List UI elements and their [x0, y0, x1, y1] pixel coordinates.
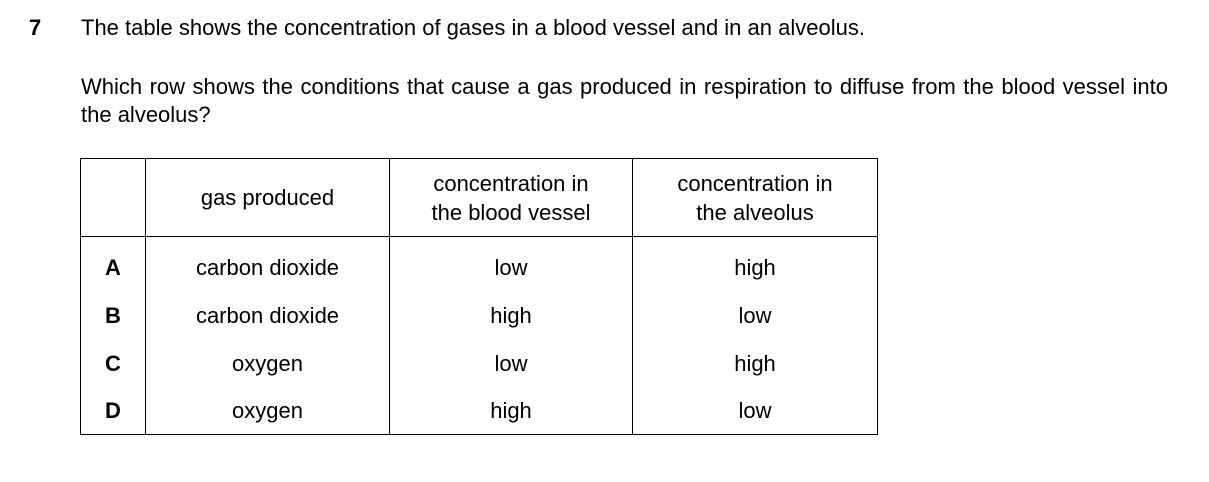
header-blood-vessel-line1: concentration in — [433, 170, 589, 196]
table-row — [81, 340, 878, 388]
blood-vessel-cell: low — [390, 237, 633, 293]
blood-vessel-cell: low — [390, 340, 633, 388]
option-letter: C — [81, 340, 146, 388]
gas-concentration-table — [80, 158, 878, 435]
table-row — [81, 292, 878, 340]
table-header-row — [81, 159, 878, 237]
gas-cell: oxygen — [146, 388, 390, 435]
header-gas-produced: gas produced — [146, 159, 390, 237]
question-prompt: Which row shows the conditions that cause a gas produced in respiration to diffuse from the blood vessel into the alveolus? — [81, 74, 1168, 127]
header-blood-vessel-line2: the blood vessel — [431, 199, 591, 225]
alveolus-cell: high — [633, 340, 878, 388]
table-row — [81, 237, 878, 293]
gas-cell: carbon dioxide — [146, 237, 390, 293]
gas-cell: carbon dioxide — [146, 292, 390, 340]
header-option — [81, 159, 146, 237]
option-letter: B — [81, 292, 146, 340]
gas-cell: oxygen — [146, 340, 390, 388]
question-number: 7 — [29, 15, 42, 40]
header-blood-vessel — [390, 159, 633, 237]
alveolus-cell: low — [633, 292, 878, 340]
blood-vessel-cell: high — [390, 292, 633, 340]
header-alveolus-line1: concentration in — [677, 170, 833, 196]
header-alveolus-line2: the alveolus — [696, 199, 814, 225]
alveolus-cell: low — [633, 388, 878, 435]
alveolus-cell: high — [633, 237, 878, 293]
question-stem: The table shows the concentration of gases in a blood vessel and in an alveolus. — [81, 15, 865, 40]
blood-vessel-cell: high — [390, 388, 633, 435]
table-row — [81, 388, 878, 435]
option-letter: D — [81, 388, 146, 435]
option-letter: A — [81, 237, 146, 293]
header-alveolus — [633, 159, 878, 237]
